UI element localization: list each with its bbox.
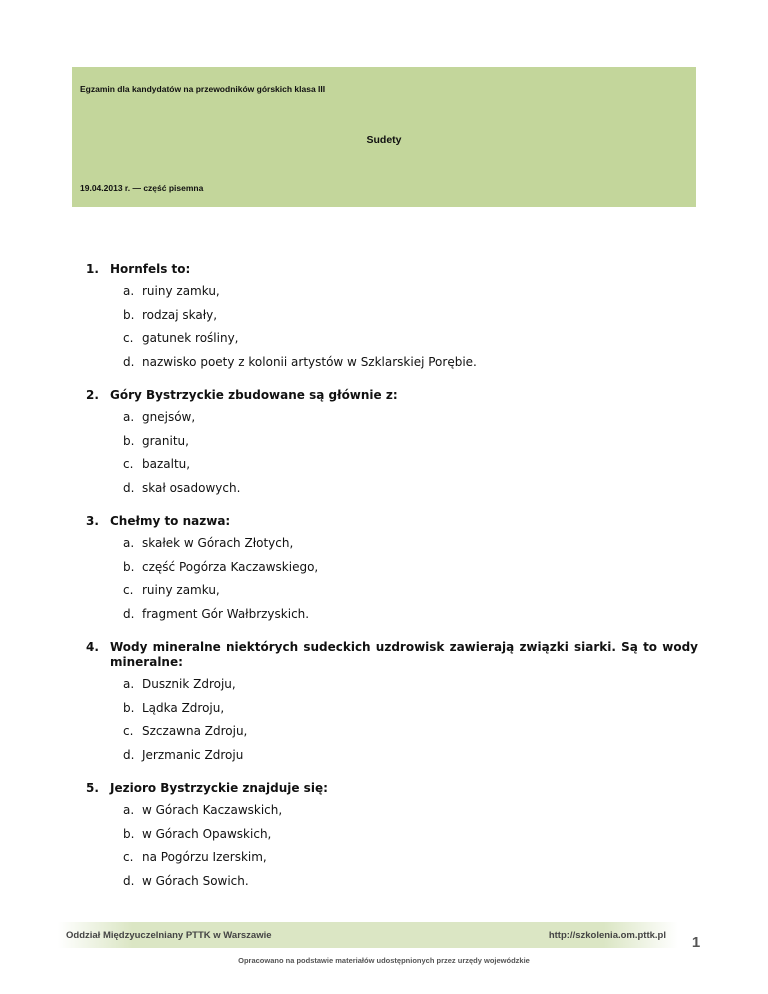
answer-letter: b. <box>123 826 135 841</box>
answer-text: skał osadowych. <box>142 480 241 495</box>
answer-letter: a. <box>123 284 135 298</box>
answer-option <box>123 827 698 851</box>
answer-text: ruiny zamku, <box>142 284 220 298</box>
answer-text: w Górach Sowich. <box>142 873 249 888</box>
question-4 <box>86 640 698 771</box>
question-number: 3. <box>86 514 99 528</box>
answer-option <box>123 677 698 701</box>
question-head <box>86 262 698 277</box>
question-list <box>86 262 698 907</box>
answer-text: rodzaj skały, <box>142 307 218 322</box>
question-text: Wody mineralne niektórych sudeckich uzdrowisk zawierają związki siarki. Są to wody mineralne: <box>110 640 698 669</box>
answer-option <box>123 607 698 631</box>
question-text: Góry Bystrzyckie zbudowane są głównie z: <box>110 388 398 402</box>
answer-option <box>123 560 698 584</box>
question-number: 4. <box>86 640 99 654</box>
exam-date-line: 19.04.2013 r. — część pisemna <box>80 183 204 193</box>
question-number: 2. <box>86 388 99 402</box>
header-box <box>72 67 696 207</box>
answer-option <box>123 434 698 458</box>
question-number: 1. <box>86 262 99 276</box>
answer-letter: c. <box>123 850 134 864</box>
question-5 <box>86 781 698 897</box>
answer-letter: b. <box>123 559 135 574</box>
question-number: 5. <box>86 781 99 795</box>
answer-option <box>123 308 698 332</box>
answer-letter: a. <box>123 803 135 817</box>
answer-letter: b. <box>123 433 135 448</box>
answer-text: w Górach Kaczawskich, <box>142 803 283 817</box>
answer-option <box>123 748 698 772</box>
answer-text: Szczawna Zdroju, <box>142 724 248 738</box>
answer-text: bazaltu, <box>142 457 191 471</box>
answer-option <box>123 850 698 874</box>
question-1 <box>86 262 698 378</box>
question-3 <box>86 514 698 630</box>
answer-letter: d. <box>123 747 135 762</box>
footer-note: Opracowano na podstawie materiałów udostępnionych przez urzędy wojewódzkie <box>238 956 530 965</box>
answer-option <box>123 724 698 748</box>
answer-option <box>123 457 698 481</box>
exam-subject: Sudety <box>366 134 402 146</box>
question-text: Hornfels to: <box>110 262 191 276</box>
answer-letter: a. <box>123 536 135 550</box>
answer-option <box>123 410 698 434</box>
footer-bar <box>58 922 678 948</box>
answer-text: ruiny zamku, <box>142 583 220 597</box>
answer-letter: c. <box>123 583 134 597</box>
answer-text: Lądka Zdroju, <box>142 700 225 715</box>
answer-text: gatunek rośliny, <box>142 331 239 345</box>
answer-text: fragment Gór Wałbrzyskich. <box>142 606 310 621</box>
answer-option <box>123 874 698 898</box>
answer-letter: d. <box>123 354 135 369</box>
answer-option <box>123 701 698 725</box>
answer-option <box>123 481 698 505</box>
question-head <box>86 781 698 796</box>
answer-letter: a. <box>123 410 135 424</box>
question-head <box>86 388 698 403</box>
answer-letter: d. <box>123 480 135 495</box>
answer-text: gnejsów, <box>142 410 196 424</box>
question-head <box>86 514 698 529</box>
answer-letter: d. <box>123 873 135 888</box>
answer-text: nazwisko poety z kolonii artystów w Szklarskiej Porębie. <box>142 354 477 369</box>
page-number: 1 <box>691 934 701 951</box>
answer-option <box>123 536 698 560</box>
answer-letter: d. <box>123 606 135 621</box>
answer-letter: c. <box>123 331 134 345</box>
answer-option <box>123 803 698 827</box>
answer-text: w Górach Opawskich, <box>142 826 272 841</box>
footer-organization: Oddział Międzyuczelniany PTTK w Warszawie <box>66 930 272 941</box>
answer-option <box>123 355 698 379</box>
answer-text: skałek w Górach Złotych, <box>142 536 294 550</box>
question-text: Chełmy to nazwa: <box>110 514 231 528</box>
answer-text: na Pogórzu Izerskim, <box>142 850 267 864</box>
answer-option <box>123 331 698 355</box>
question-head <box>86 640 698 670</box>
answer-letter: c. <box>123 457 134 471</box>
footer-url: http://szkolenia.om.pttk.pl <box>548 930 666 941</box>
answer-option <box>123 583 698 607</box>
answer-letter: b. <box>123 700 135 715</box>
answer-text: granitu, <box>142 433 189 448</box>
question-2 <box>86 388 698 504</box>
answer-text: Jerzmanic Zdroju <box>142 747 244 762</box>
answer-letter: b. <box>123 307 135 322</box>
answer-option <box>123 284 698 308</box>
answer-letter: a. <box>123 677 135 691</box>
question-text: Jezioro Bystrzyckie znajduje się: <box>110 781 328 795</box>
answer-text: część Pogórza Kaczawskiego, <box>142 559 319 574</box>
exam-title: Egzamin dla kandydatów na przewodników górskich klasa III <box>80 84 326 94</box>
answer-letter: c. <box>123 724 134 738</box>
answer-text: Dusznik Zdroju, <box>142 677 236 691</box>
